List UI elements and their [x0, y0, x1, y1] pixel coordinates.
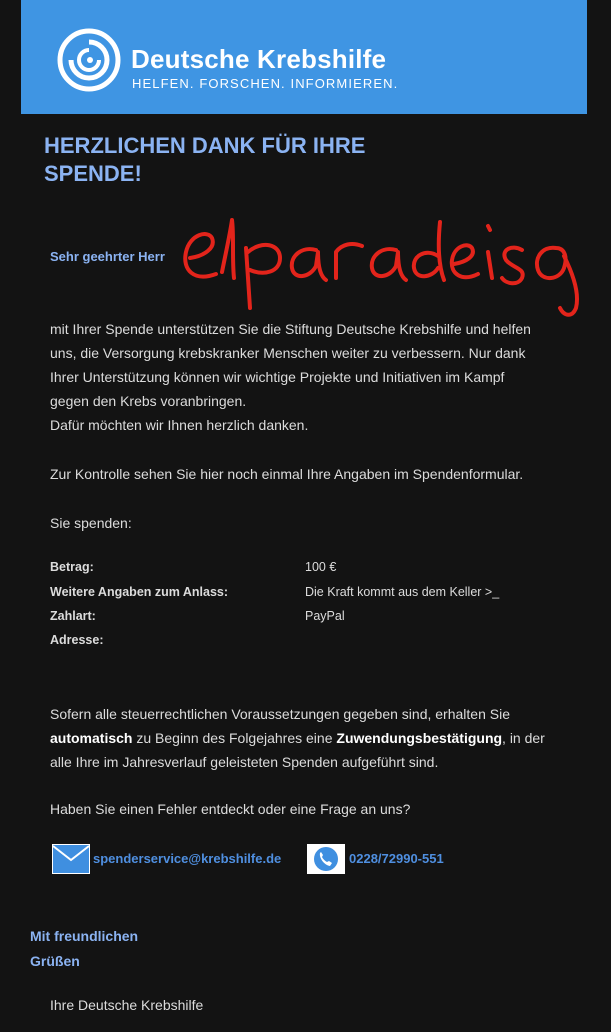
- question-text: Haben Sie einen Fehler entdeckt oder eine Frage an uns?: [50, 801, 411, 817]
- email-link[interactable]: spenderservice@krebshilfe.de: [93, 851, 282, 866]
- intro-line: uns, die Versorgung krebskranker Menschen weiter zu verbessern. Nur dank: [50, 345, 526, 361]
- occasion-value: Die Kraft kommt aus dem Keller >_: [305, 585, 500, 599]
- sign-off: Ihre Deutsche Krebshilfe: [50, 997, 204, 1013]
- check-text: Zur Kontrolle sehen Sie hier noch einmal Ihre Angaben im Spendenformular.: [50, 466, 524, 482]
- payment-label: Zahlart:: [50, 609, 96, 623]
- tax-paragraph: [50, 702, 570, 774]
- payment-value: PayPal: [305, 609, 345, 623]
- tax-line: alle Ihre im Jahresverlauf geleisteten Spenden aufgeführt sind.: [50, 754, 439, 770]
- envelope-icon[interactable]: [52, 844, 90, 874]
- title-line-1: HERZLICHEN DANK FÜR IHRE: [44, 133, 366, 158]
- brand-tagline: HELFEN. FORSCHEN. INFORMIEREN.: [132, 76, 399, 91]
- closing-line-1: Mit freundlichen: [30, 928, 139, 944]
- tax-bold-automatic: automatisch: [50, 730, 133, 746]
- phone-icon[interactable]: [307, 844, 345, 874]
- page-title: [44, 132, 404, 188]
- brand-name: Deutsche Krebshilfe: [131, 44, 387, 74]
- phone-link[interactable]: 0228/72990-551: [349, 851, 444, 866]
- intro-paragraph: [50, 317, 570, 437]
- closing-line-2: Grüßen: [30, 953, 80, 969]
- tax-line: Sofern alle steuerrechtlichen Voraussetzungen gegeben sind, erhalten Sie: [50, 706, 510, 722]
- spiral-logo-icon: [57, 28, 121, 92]
- intro-line: Dafür möchten wir Ihnen herzlich danken.: [50, 417, 309, 433]
- tax-line: [50, 726, 570, 750]
- amount-label: Betrag:: [50, 560, 94, 574]
- you-donate-label: Sie spenden:: [50, 515, 132, 531]
- tax-bold-receipt: Zuwendungsbestätigung: [336, 730, 503, 746]
- occasion-label: Weitere Angaben zum Anlass:: [50, 585, 229, 599]
- intro-line: gegen den Krebs voranbringen.: [50, 393, 247, 409]
- intro-line: Ihrer Unterstützung können wir wichtige Projekte und Initiativen im Kampf: [50, 369, 505, 385]
- tax-text: zu Beginn des Folgejahres eine: [132, 730, 337, 746]
- closing: [30, 924, 138, 974]
- address-label: Adresse:: [50, 633, 104, 647]
- title-line-2: SPENDE!: [44, 161, 142, 186]
- salutation: Sehr geehrter Herr: [50, 249, 165, 264]
- intro-line: mit Ihrer Spende unterstützen Sie die Stiftung Deutsche Krebshilfe und helfen: [50, 321, 531, 337]
- amount-value: 100 €: [305, 560, 337, 574]
- tax-text: , in der: [502, 730, 545, 746]
- handwritten-name-scribble: [176, 212, 596, 324]
